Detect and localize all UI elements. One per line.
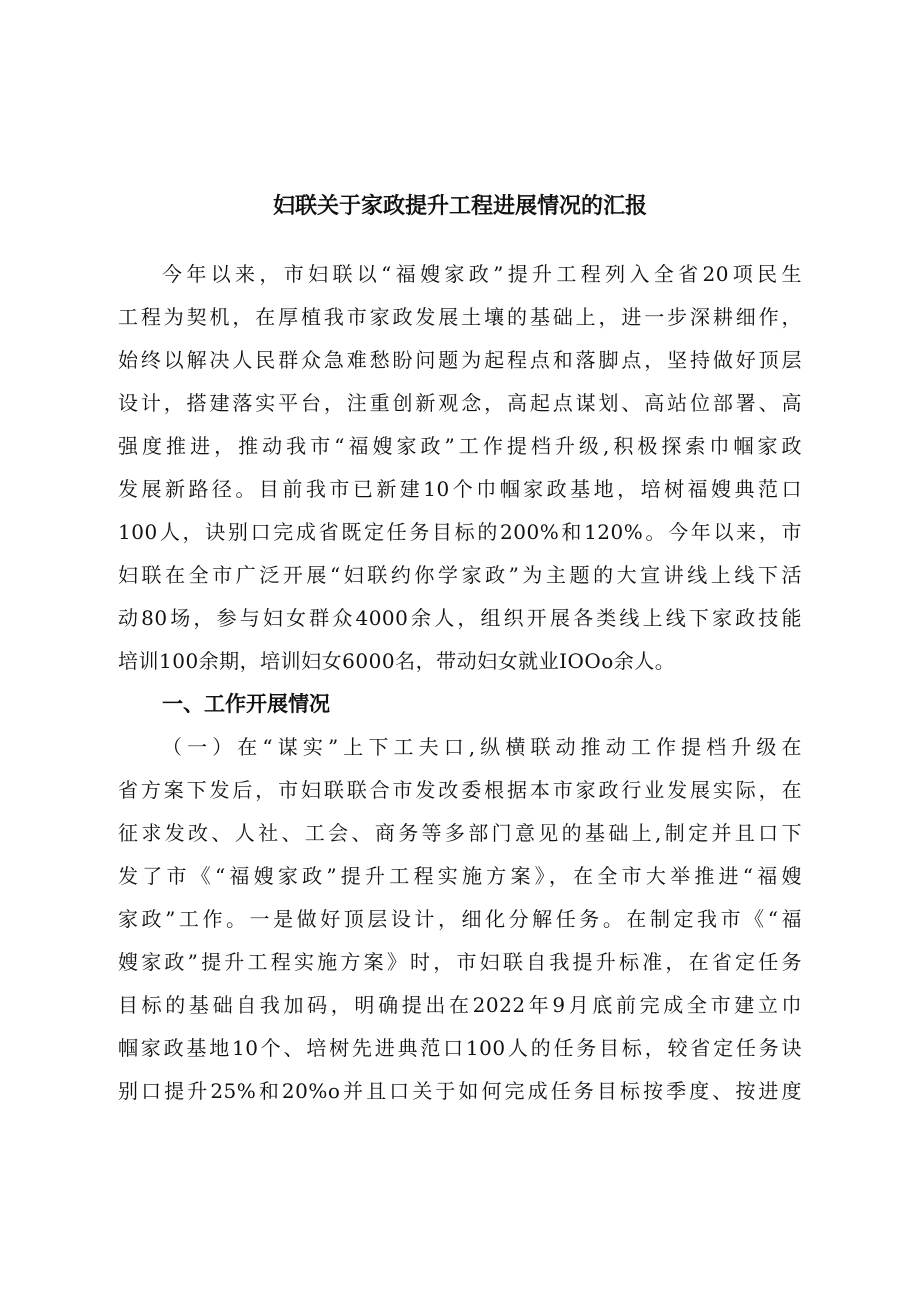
paragraph-line: 发了市《“福嫂家政”提升工程实施方案》，在全市大举推进“福嫂 xyxy=(118,864,802,888)
paragraph-line: 省方案下发后，市妇联联合市发改委根据本市家政行业发展实际，在 xyxy=(118,778,802,802)
paragraph-line: 目标的基础自我加码，明确提出在2022年9月底前完成全市建立巾 xyxy=(118,993,802,1017)
paragraph-line: 别口提升25%和20%o并且口关于如何完成任务目标按季度、按进度 xyxy=(118,1079,802,1103)
paragraph-line: 妇联在全市广泛开展“妇联约你学家政”为主题的大宣讲线上线下活 xyxy=(118,563,802,587)
paragraph-line: 强度推进，推动我市“福嫂家政”工作提档升级,积极探索巾帼家政 xyxy=(118,434,802,458)
paragraph-line: 100人，诀别口完成省既定任务目标的200%和120%。今年以来，市 xyxy=(118,520,802,544)
paragraph-line: 始终以解决人民群众急难愁盼问题为起程点和落脚点，坚持做好顶层 xyxy=(118,348,802,372)
paragraph-line: 设计，搭建落实平台，注重创新观念，高起点谋划、高站位部署、高 xyxy=(118,391,802,415)
section-heading: 一、工作开展情况 xyxy=(162,692,330,716)
paragraph-line: 工程为契机，在厚植我市家政发展土壤的基础上，进一步深耕细作， xyxy=(118,305,802,329)
paragraph-line: 动80场，参与妇女群众4000余人，组织开展各类线上线下家政技能 xyxy=(118,606,802,630)
paragraph-line: 培训100余期，培训妇女6000名，带动妇女就业IOOo余人。 xyxy=(118,649,676,673)
paragraph-line: 家政”工作。一是做好顶层设计，细化分解任务。在制定我市《“福 xyxy=(118,907,802,931)
paragraph-line: 帼家政基地10个、培树先进典范口100人的任务目标，较省定任务诀 xyxy=(118,1036,802,1060)
paragraph-line: 发展新路径。目前我市已新建10个巾帼家政基地，培树福嫂典范口 xyxy=(118,477,802,501)
paragraph-line: 嫂家政”提升工程实施方案》时，市妇联自我提升标准，在省定任务 xyxy=(118,950,802,974)
paragraph-line: 征求发改、人社、工会、商务等多部门意见的基础上,制定并且口下 xyxy=(118,821,802,845)
paragraph-line: 今年以来，市妇联以“福嫂家政”提升工程列入全省20项民生 xyxy=(162,262,802,286)
document-title: 妇联关于家政提升工程进展情况的汇报 xyxy=(272,194,647,219)
paragraph-line: （一）在“谋实”上下工夫口,纵横联动推动工作提档升级在 xyxy=(162,735,802,759)
